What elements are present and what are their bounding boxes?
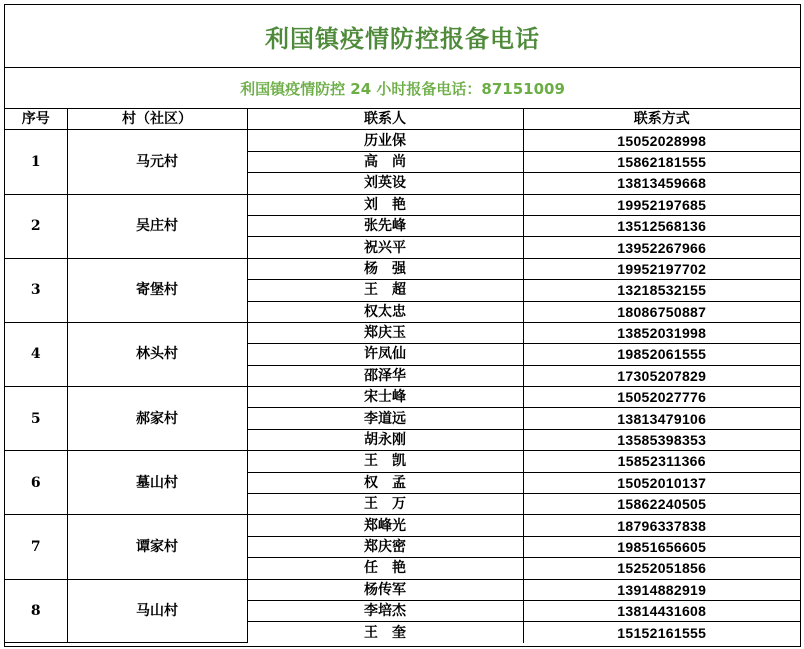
contact-phone: 19852061555 [523,344,800,365]
contact-name: 郑庆玉 [247,322,523,343]
contact-phone: 15052010137 [523,472,800,493]
contact-phone: 19952197685 [523,194,800,215]
contact-phone: 18796337838 [523,515,800,536]
contact-name: 李道远 [247,408,523,429]
contact-name: 许凤仙 [247,344,523,365]
contact-phone: 18086750887 [523,301,800,322]
contact-name: 祝兴平 [247,237,523,258]
contact-name: 胡永刚 [247,429,523,450]
table-row [5,387,800,408]
contact-phone: 13814431608 [523,600,800,621]
table-row [5,194,800,215]
contact-name: 权 孟 [247,472,523,493]
row-index: 5 [5,387,67,451]
table-row [5,451,800,472]
header-index: 序号 [5,109,67,130]
contact-name: 刘 艳 [247,194,523,215]
contact-name: 杨传军 [247,579,523,600]
contact-phone: 19851656605 [523,536,800,557]
village-name: 马元村 [67,130,247,194]
contact-name: 王 凯 [247,451,523,472]
contact-phone: 15862240505 [523,494,800,515]
contact-phone: 19952197702 [523,258,800,279]
table-row [5,515,800,536]
contact-name: 郑庆密 [247,536,523,557]
village-name: 吴庄村 [67,194,247,258]
table-row [5,130,800,151]
contact-name: 刘英设 [247,173,523,194]
contact-phone: 13585398353 [523,429,800,450]
table-row [5,579,800,600]
contacts-table [5,109,800,643]
contact-name: 邵泽华 [247,365,523,386]
table-row [5,322,800,343]
contact-name: 权太忠 [247,301,523,322]
contact-name: 张先峰 [247,215,523,236]
contact-name: 历业保 [247,130,523,151]
row-index: 4 [5,322,67,386]
contact-name: 杨 强 [247,258,523,279]
village-name: 林头村 [67,322,247,386]
contact-phone: 15852311366 [523,451,800,472]
header-village: 村（社区） [67,109,247,130]
header-contact: 联系人 [247,109,523,130]
contact-name: 高 尚 [247,151,523,172]
contact-phone: 15052028998 [523,130,800,151]
row-index: 6 [5,451,67,515]
contact-phone: 15862181555 [523,151,800,172]
village-name: 谭家村 [67,515,247,579]
contact-phone: 13813459668 [523,173,800,194]
table-header-row [5,109,800,130]
contact-phone: 13852031998 [523,322,800,343]
village-name: 墓山村 [67,451,247,515]
contact-name: 王 奎 [247,622,523,643]
contact-phone: 13218532155 [523,280,800,301]
contact-phone: 15252051856 [523,558,800,579]
contact-name: 宋士峰 [247,387,523,408]
village-name: 寄堡村 [67,258,247,322]
village-name: 郝家村 [67,387,247,451]
contact-phone: 13952267966 [523,237,800,258]
contact-phone: 17305207829 [523,365,800,386]
page-title: 利国镇疫情防控报备电话 [5,5,800,68]
row-index: 1 [5,130,67,194]
contact-sheet [4,4,801,647]
contact-name: 李培杰 [247,600,523,621]
row-index: 7 [5,515,67,579]
row-index: 2 [5,194,67,258]
hotline-subtitle: 利国镇疫情防控 24 小时报备电话：87151009 [5,68,800,109]
contact-name: 王 万 [247,494,523,515]
table-row [5,258,800,279]
row-index: 8 [5,579,67,643]
contact-phone: 13512568136 [523,215,800,236]
contact-phone: 15052027776 [523,387,800,408]
village-name: 马山村 [67,579,247,643]
contact-name: 任 艳 [247,558,523,579]
contact-phone: 13813479106 [523,408,800,429]
contact-name: 王 超 [247,280,523,301]
contact-phone: 15152161555 [523,622,800,643]
table-body [5,130,800,643]
contact-name: 郑峰光 [247,515,523,536]
row-index: 3 [5,258,67,322]
header-phone: 联系方式 [523,109,800,130]
contact-phone: 13914882919 [523,579,800,600]
